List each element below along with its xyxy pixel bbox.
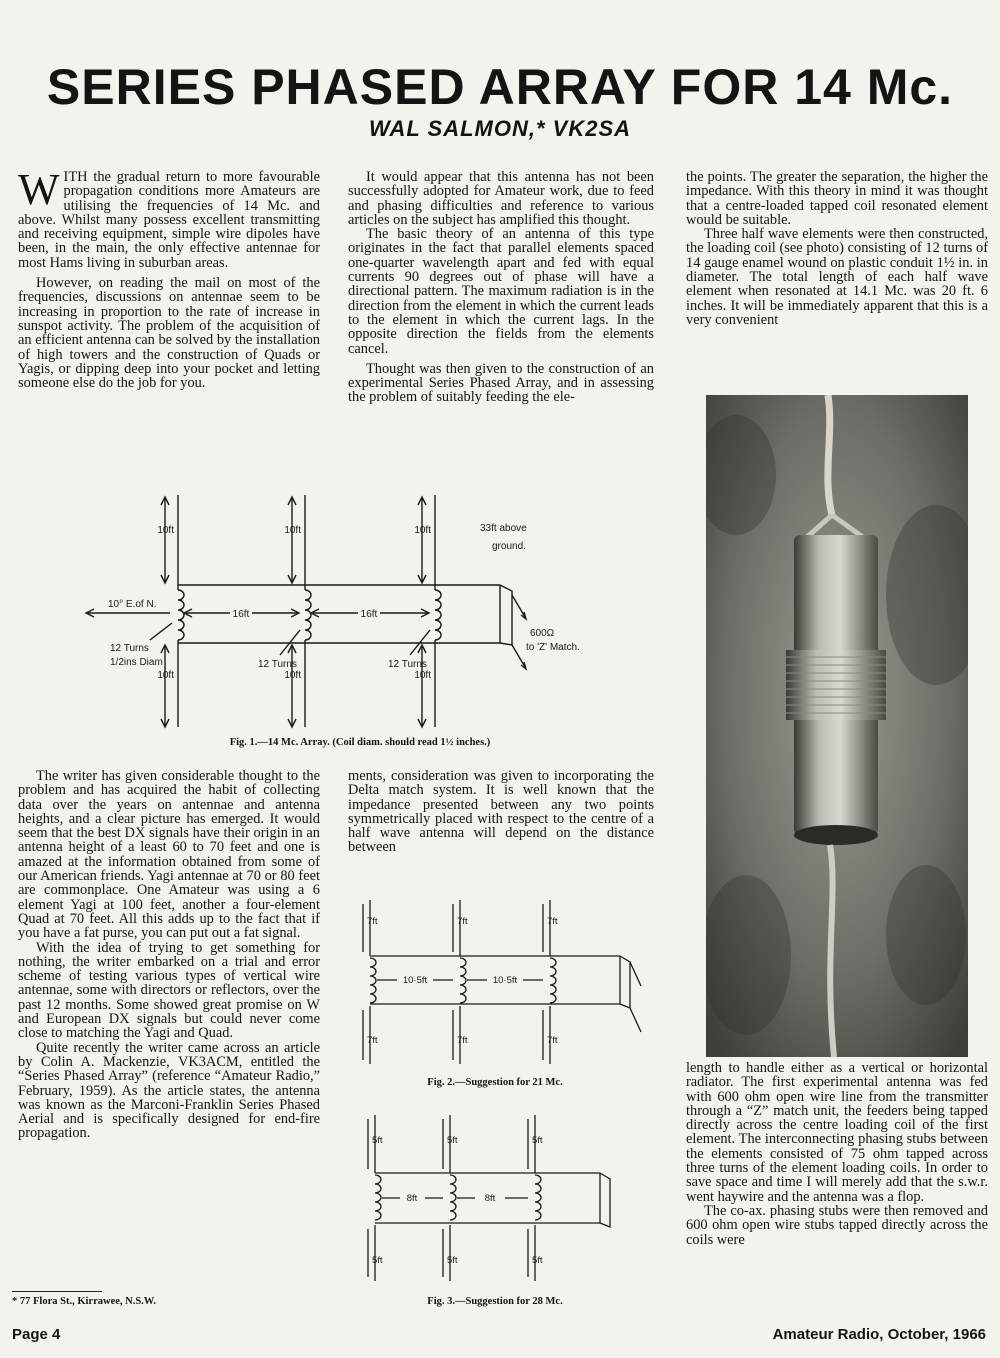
feed-label: 600Ω [530, 628, 555, 639]
column-2-top [348, 170, 654, 405]
height-label: 10ft [414, 525, 431, 536]
paragraph: The co-ax. phasing stubs were then removed and 600 ohm open wire stubs tapped directly across the coils were [686, 1202, 988, 1248]
spacing-label: 16ft [232, 609, 250, 620]
column-1-top [18, 165, 320, 392]
paragraph: ments, consideration was given to incorporating the Delta match system. It is well known that the impedance presented between any two points symmetrically placed with respect to the centre of a half wave antenna will depend on the distance between [348, 768, 654, 856]
paragraph: Quite recently the writer came across an article by Colin A. Mackenzie, VK3ACM, entitled the “Series Phased Array” (reference “Amateur Radio,” February, 1959). As the article states, the antenna was known as the Marconi-Franklin Series Phased Aerial and is specifically designed for end-fire propagation. [18, 1039, 320, 1142]
column-3-top [686, 170, 988, 327]
height-label: 5ft [532, 1135, 543, 1146]
coil-label: 12 Turns [110, 643, 149, 654]
column-2-bottom [348, 769, 654, 855]
height-label: 7ft [457, 916, 468, 927]
spacing-label: 8ft [406, 1193, 418, 1204]
figure-1-caption: Fig. 1.—14 Mc. Array. (Coil diam. should read 1½ inches.) [229, 737, 491, 748]
column-1-bottom [18, 769, 320, 1141]
height-label: 10ft [284, 670, 301, 681]
drop-cap: W [18, 165, 60, 214]
figure-1-diagram [80, 495, 640, 730]
spacing-label: 10·5ft [402, 975, 428, 986]
spacing-label: 10·5ft [492, 975, 518, 986]
height-label: 7ft [457, 1035, 468, 1046]
height-label: 5ft [372, 1135, 383, 1146]
paragraph: the points. The greater the separation, the higher the impedance. With this theory in mind it was thought that a centre-loaded tapped coil resonated element would be suitable. [686, 169, 988, 228]
height-label: 7ft [547, 916, 558, 927]
height-label: 5ft [372, 1255, 383, 1266]
coil-label: 12 Turns [388, 659, 427, 670]
paragraph: However, on reading the mail on most of the frequencies, discussions on antennae seem to be increasing in proportion to the rate of increase in sunspot activity. The problem of the acquisition of an efficient antenna can be solved by the installation of high towers and the construction of Quads or Yagis, or dipping deep into your pocket and letting someone else do the job for you. [18, 275, 320, 392]
paragraph-text: ITH the gradual return to more favourable propagation conditions more Amateurs are utilising the frequencies of 14 Mc. and above. Whilst many possess excellent transmitting and receiving equipment, simple wire dipoles have been, in the main, the only effective antennae for most Hams living in suburban areas. [18, 169, 320, 271]
page-number: Page 4 [12, 1326, 61, 1343]
figure-3-caption: Fig. 3.—Suggestion for 28 Mc. [427, 1296, 563, 1307]
height-label: 5ft [447, 1255, 458, 1266]
paragraph: length to handle either as a vertical or horizontal radiator. The first experimental antenna was fed with 600 ohm open wire line from the transmitter through a “Z” match unit, the feeders being tapped directly across the centre loading coil of the first element. The interconnecting phasing stubs between the elements consisted of 75 ohm tapped across three turns of the element loading coils. In order to save space and time I will merely add that the s.w.r. went haywire and the antenna was a flop. [686, 1060, 988, 1205]
coil-label: 1/2ins Diam [110, 657, 163, 668]
coil-2 [305, 590, 311, 640]
paragraph: It would appear that this antenna has not been successfully adopted for Amateur work, due to feed and phasing difficulties and reference to various articles on the subject has amplified this thought. [348, 169, 654, 228]
publication-footer: Amateur Radio, October, 1966 [772, 1326, 986, 1343]
direction-label: 10° E.of N. [108, 599, 157, 610]
height-label: 10ft [157, 670, 174, 681]
height-label: 10ft [157, 525, 174, 536]
paragraph: Three half wave elements were then constructed, the loading coil (see photo) consisting of 12 turns of 14 gauge enamel wound on plastic conduit 1½ in. in diameter. The total length of each half wave element when resonated at 14.1 Mc. was 20 ft. 6 inches. It will be immediately apparent that this is a very convenient [686, 226, 988, 328]
spacing-label: 8ft [484, 1193, 496, 1204]
paragraph: Thought was then given to the construction of an experimental Series Phased Array, and in assessing the problem of suitably feeding the ele- [348, 360, 654, 406]
figure-2-diagram [345, 898, 645, 1068]
article-title: SERIES PHASED ARRAY FOR 14 Mc. [46, 59, 954, 115]
spacing-label: 16ft [360, 609, 378, 620]
height-label: 10ft [284, 525, 301, 536]
height-label: 5ft [532, 1255, 543, 1266]
paragraph: With the idea of trying to get something for nothing, the writer embarked on a trial and error scheme of testing various types of vertical wire antennae, some with directors or reflectors, over the past 12 months. Some showed great promise on W and European DX signals but could never come close to matching the Yagi and Quad. [18, 939, 320, 1042]
paragraph: The writer has given considerable thought to the problem and has acquired the habit of collecting data over the years on antennae and antenna heights, and a clear picture has emerged. It would seem that the best DX signals have their origin in an antenna height of a least 60 to 70 feet and one is amazed at the information obtained from some of our American friends. Yagi antennae at 70 or 80 feet are commonplace. One Amateur was using a 6 element Yagi at 100 feet, another a four-element Quad at 70 feet. All this adds up to the fact that if you have a fat purse, you can put out a fat signal. [18, 768, 320, 942]
column-3-bottom [686, 1061, 988, 1247]
coil-label: 12 Turns [258, 659, 297, 670]
paragraph: The basic theory of an antenna of this type originates in the fact that parallel elements spaced one-quarter wavelength apart and fed with equal currents 90 degrees out of phase will have a directional pattern. The maximum radiation is in the direction from the element in which the current leads to the element in which the current lags. In the opposite direction the fields from the elements cancel. [348, 226, 654, 357]
height-label: 7ft [367, 1035, 378, 1046]
figure-3-diagram [355, 1113, 635, 1283]
feed-label: to 'Z' Match. [526, 642, 580, 653]
height-label: 7ft [547, 1035, 558, 1046]
height-label: 10ft [414, 670, 431, 681]
author-byline: WAL SALMON,* VK2SA [368, 116, 632, 141]
footnote-rule [12, 1291, 102, 1292]
paragraph [18, 165, 320, 271]
height-label: 5ft [447, 1135, 458, 1146]
height-label: 7ft [367, 916, 378, 927]
coil-1 [178, 590, 184, 640]
footnote: * 77 Flora St., Kirrawee, N.S.W. [12, 1296, 156, 1307]
height-above-ground: ground. [492, 541, 526, 552]
height-above-ground: 33ft above [480, 523, 527, 534]
coil-photo [706, 395, 968, 1057]
figure-2-caption: Fig. 2.—Suggestion for 21 Mc. [427, 1077, 563, 1088]
